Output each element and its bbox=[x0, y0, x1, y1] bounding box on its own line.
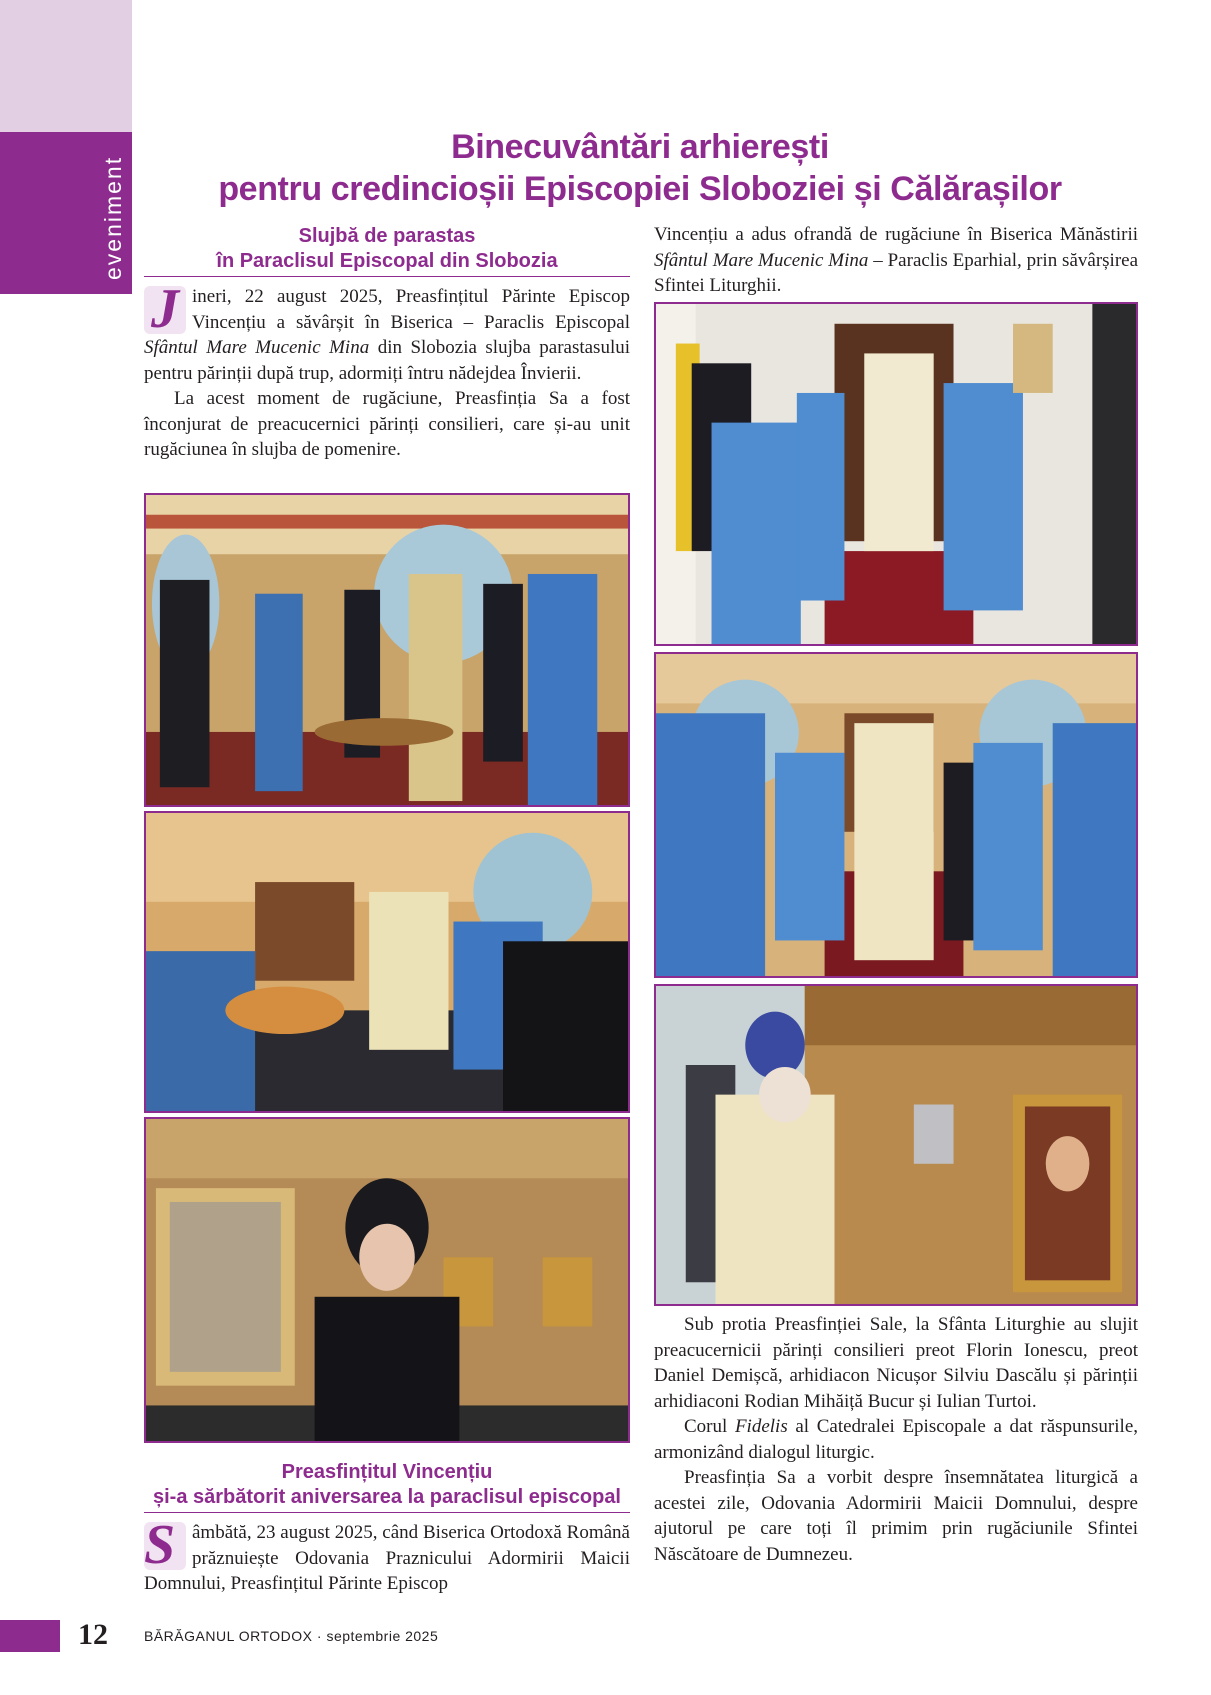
paragraph-text: Corul bbox=[684, 1416, 735, 1437]
article-title bbox=[200, 126, 1080, 210]
paragraph-text: ineri, 22 august 2025, Preasfințitul Părinte Episcop Vincențiu a săvârșit în Biserica – Paraclis Episcopal bbox=[192, 286, 630, 333]
photo-bishop-image bbox=[146, 1119, 628, 1441]
paragraph-parastas-1 bbox=[144, 278, 631, 386]
photo-censing-iconostasis bbox=[654, 984, 1138, 1306]
publication-issue: septembrie 2025 bbox=[326, 1628, 439, 1644]
footer-publication bbox=[144, 1626, 438, 1646]
paragraph-liturgy-intro bbox=[654, 222, 1138, 299]
paragraph-text: al Catedralei Episcopale a dat răspunsurile, armonizând dialogul liturgic. bbox=[654, 1416, 1139, 1463]
church-name-italic: Sfântul Mare Mucenic Mina bbox=[654, 249, 869, 271]
section-label: eveniment bbox=[100, 155, 126, 280]
paragraph-parastas-2: La acest moment de rugăciune, Preasfinția Sa a fost înconjurat de preacucernici părinți consilieri, care și-au unit rugăciunea în slujba de pomenire. bbox=[144, 388, 630, 460]
left-text-block-2 bbox=[144, 1514, 630, 1597]
article-title-line2: pentru credincioșii Episcopiei Sloboziei și Călărașilor bbox=[218, 170, 1062, 208]
page-number: 12 bbox=[78, 1618, 108, 1651]
right-text-block-2 bbox=[654, 1312, 1138, 1567]
paragraph-clergy-list: Sub protia Preasfinției Sale, la Sfânta Liturghie au slujit preacucernicii părinți consilieri preot Florin Ionescu, preot Daniel Demișcă, arhidiacon Nicușor Silviu Dascălu și părinții arhidiaconi Rodian Mihăiță Bucur și Iulian Turtoi. bbox=[654, 1314, 1138, 1412]
paragraph-anniversary-1 bbox=[144, 1514, 630, 1597]
photo-coliva-blessing bbox=[144, 811, 630, 1113]
photo-parastas-service bbox=[144, 493, 630, 807]
paragraph-text: Vincențiu a adus ofrandă de rugăciune în Biserica Mănăstirii bbox=[654, 224, 1138, 245]
right-text-block-1 bbox=[654, 222, 1138, 299]
left-text-block-1 bbox=[144, 278, 631, 463]
subheading-parastas-line1: Slujbă de parastas bbox=[298, 225, 476, 247]
photo-parastas-image bbox=[146, 495, 628, 805]
subheading-parastas-line2: în Paraclisul Episcopal din Slobozia bbox=[216, 250, 558, 272]
article-title-line1: Binecuvântări arhierești bbox=[451, 128, 829, 166]
paragraph-text: âmbătă, 23 august 2025, când Biserica Ortodoxă Română prăznuiește Odovania Praznicului Adormirii Maicii Domnului, Preasfințitul Părinte Episcop bbox=[144, 1522, 630, 1594]
subheading-anniversary-line2: și-a sărbătorit aniversarea la paraclisul episcopal bbox=[152, 1486, 621, 1508]
paragraph-text: – Paraclis Eparhial, prin săvârșirea Sfintei Liturghii. bbox=[654, 249, 1139, 296]
paragraph-choir bbox=[654, 1414, 1138, 1465]
photo-liturgy-procession bbox=[654, 652, 1138, 978]
subheading-anniversary bbox=[144, 1460, 630, 1513]
paragraph-sermon: Preasfinția Sa a vorbit despre însemnătatea liturgică a acestei zile, Odovania Adormirii Maicii Domnului, despre ajutorul pe care toți îl primim prin rugăciunile Sfintei Născătoare de Dumnezeu. bbox=[654, 1467, 1138, 1565]
photo-liturgy-procession-image bbox=[656, 654, 1136, 976]
subheading-anniversary-line1: Preasfințitul Vincențiu bbox=[281, 1461, 493, 1483]
church-name-italic: Sfântul Mare Mucenic Mina bbox=[144, 337, 370, 358]
photo-bishop-portrait bbox=[144, 1117, 630, 1443]
choir-name-italic: Fidelis bbox=[734, 1416, 788, 1437]
dropcap-letter: S bbox=[144, 1522, 186, 1570]
photo-clergy-group bbox=[654, 302, 1138, 646]
photo-censing-image bbox=[656, 986, 1136, 1304]
paragraph-text: din Slobozia slujba parastasului pentru părinții după trup, adormiți întru nădejdea Învierii. bbox=[144, 337, 631, 384]
photo-clergy-group-image bbox=[656, 304, 1136, 644]
dropcap-letter: J bbox=[144, 286, 186, 334]
footer-separator: · bbox=[312, 1628, 327, 1644]
footer-accent-bar bbox=[0, 1620, 60, 1652]
subheading-parastas bbox=[144, 224, 630, 277]
photo-coliva-image bbox=[146, 813, 628, 1111]
publication-name: BĂRĂGANUL ORTODOX bbox=[144, 1628, 313, 1644]
side-tab-light-block bbox=[0, 0, 132, 132]
